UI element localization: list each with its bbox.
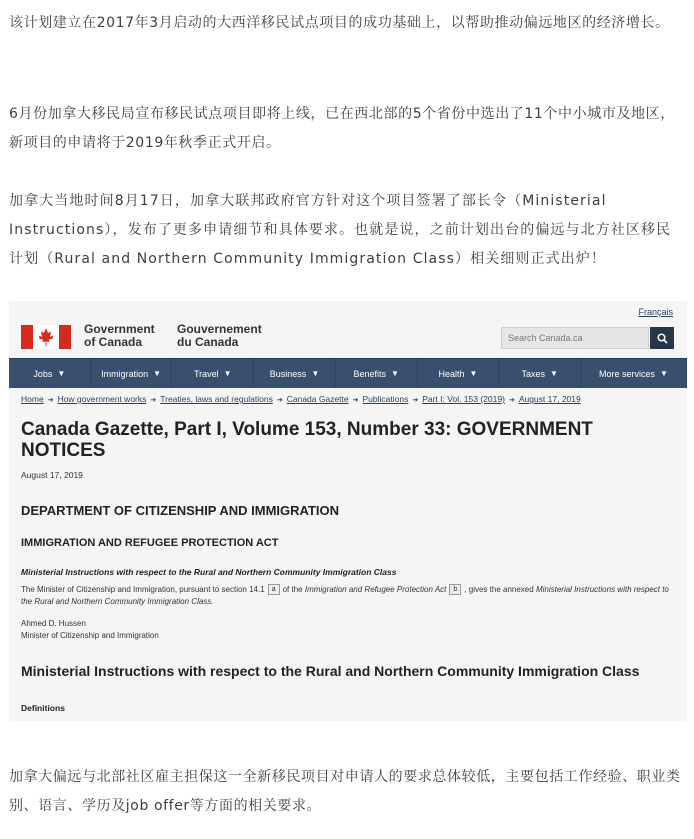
menu-health[interactable]: Health ▼ [418, 359, 500, 388]
breadcrumb-gazette[interactable]: Canada Gazette [286, 394, 349, 404]
chevron-down-icon: ▼ [469, 369, 478, 378]
menu-jobs[interactable]: Jobs ▼ [9, 359, 91, 388]
chevron-down-icon: ▼ [391, 369, 399, 378]
signer-name: Ahmed D. Hussen [21, 619, 86, 628]
instructions-subheading: Ministerial Instructions with respect to the Rural and Northern Community Immigration Class [21, 567, 397, 577]
act-heading: IMMIGRATION AND REFUGEE PROTECTION ACT [21, 537, 279, 549]
footnote-a-link[interactable]: a [268, 584, 280, 595]
breadcrumb-home[interactable]: Home [21, 394, 44, 404]
breadcrumb-treaties[interactable]: Treaties, laws and regulations [160, 394, 273, 404]
chevron-right-icon: ➔ [150, 397, 157, 404]
search-button[interactable] [650, 327, 674, 349]
chevron-right-icon: ➔ [412, 397, 419, 404]
chevron-right-icon: ➔ [47, 397, 54, 404]
breadcrumb-date[interactable]: August 17, 2019 [518, 394, 581, 404]
government-of-canada-wordmark[interactable]: Government of Canada [84, 322, 155, 349]
menu-immigration[interactable]: Immigration ▼ [91, 359, 173, 388]
menu-taxes[interactable]: Taxes ▼ [499, 359, 581, 388]
menu-business[interactable]: Business ▼ [254, 359, 336, 388]
signature-block [21, 618, 159, 642]
chevron-down-icon: ▼ [311, 369, 320, 378]
menu-more-services[interactable]: More services ▼ [581, 359, 687, 388]
chevron-down-icon: ▼ [153, 369, 162, 378]
breadcrumb [21, 394, 581, 404]
menu-benefits[interactable]: Benefits ▼ [336, 359, 418, 388]
chevron-right-icon: ➔ [276, 397, 283, 404]
breadcrumb-government[interactable]: How government works [57, 394, 147, 404]
search-icon [657, 333, 668, 344]
main-menu [9, 358, 687, 388]
chevron-right-icon: ➔ [508, 397, 515, 404]
signer-title: Minister of Citizenship and Immigration [21, 631, 159, 640]
article-paragraph-4: 加拿大偏远与北部社区雇主担保这一全新移民项目对申请人的要求总体较低，主要包括工作经验、职业类别、语言、学历及job offer等方面的相关要求。 [9, 769, 681, 814]
chevron-down-icon: ▼ [660, 369, 668, 378]
footnote-b-link[interactable]: b [449, 584, 461, 595]
article-paragraph-3: 加拿大当地时间8月17日，加拿大联邦政府官方针对这个项目签署了部长令（Ministerial Instructions），发布了更多申请细节和具体要求。也就是说，之前计划出台的偏远与北方社区移民计划（Rural and Northern Community Immigration Class）相关细则正式出炉！ [9, 193, 672, 267]
chevron-down-icon: ▼ [223, 369, 232, 378]
chevron-down-icon: ▼ [549, 369, 558, 378]
article-paragraph-2: 6月份加拿大移民局宣布移民试点项目即将上线，已在西北部的5个省份中选出了11个中小城市及地区，新项目的申请将于2019年秋季正式开启。 [9, 106, 675, 151]
gouvernement-du-canada-wordmark[interactable]: Gouvernement du Canada [177, 322, 262, 349]
chevron-down-icon: ▼ [57, 369, 66, 378]
search-input[interactable]: Search Canada.ca [501, 327, 649, 349]
page-title: Canada Gazette, Part I, Volume 153, Number 33: GOVERNMENT NOTICES [21, 419, 593, 461]
definitions-heading: Definitions [21, 703, 65, 713]
canada-flag-icon [21, 325, 71, 349]
chevron-right-icon: ➔ [352, 397, 359, 404]
department-heading: DEPARTMENT OF CITIZENSHIP AND IMMIGRATION [21, 503, 340, 518]
instructions-body: The Minister of Citizenship and Immigration, pursuant to section 14.1 a of the Immigration and Refugee Protection Act b , gives the annexed Ministerial Instructions with respect to the Rural and Northern Community Immigration Class. [21, 585, 669, 606]
publication-date: August 17, 2019 [21, 470, 83, 480]
embedded-screenshot [9, 301, 687, 721]
breadcrumb-publications[interactable]: Publications [362, 394, 409, 404]
menu-travel[interactable]: Travel ▼ [172, 359, 254, 388]
breadcrumb-part-i[interactable]: Part I: Vol. 153 (2019) [422, 394, 505, 404]
instructions-title: Ministerial Instructions with respect to the Rural and Northern Community Immigration Class [21, 663, 640, 679]
language-toggle-link[interactable]: Français [638, 307, 673, 317]
article-paragraph-1: 该计划建立在2017年3月启动的大西洋移民试点项目的成功基础上，以帮助推动偏远地区的经济增长。 [9, 15, 670, 31]
